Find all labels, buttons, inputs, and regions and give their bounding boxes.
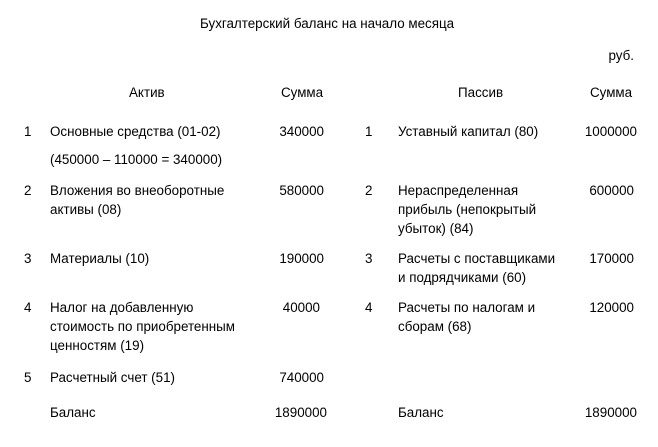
asset-num: 3 (24, 251, 32, 266)
asset-note: (450000 – 110000 = 340000) (50, 152, 223, 167)
liability-sum: 170000 (589, 251, 634, 266)
asset-name: Расчетный счет (51) (50, 370, 175, 385)
assets-total-label: Баланс (50, 405, 96, 420)
asset-num: 5 (24, 370, 32, 385)
liabilities-total-sum: 1890000 (584, 405, 637, 420)
page-title: Бухгалтерский баланс на начало месяца (200, 16, 455, 31)
header-liabilities-sum: Сумма (590, 85, 633, 100)
header-liabilities: Пассив (458, 85, 504, 100)
asset-sum: 40000 (282, 300, 320, 315)
liability-num: 1 (365, 124, 373, 139)
liability-name: Расчеты с поставщиками и подрядчиками (60) (398, 251, 556, 285)
asset-num: 2 (24, 183, 32, 198)
liability-sum: 600000 (589, 183, 634, 198)
currency-label: руб. (608, 48, 634, 63)
header-assets: Актив (129, 85, 165, 100)
liability-num: 2 (365, 183, 373, 198)
asset-num: 1 (24, 124, 32, 139)
liability-num: 4 (365, 300, 373, 315)
asset-name: Вложения во внеоборотные активы (08) (50, 183, 225, 217)
asset-sum: 580000 (279, 183, 324, 198)
asset-sum: 340000 (279, 124, 324, 139)
liability-sum: 120000 (589, 300, 634, 315)
liability-name: Уставный капитал (80) (398, 124, 539, 139)
asset-name: Материалы (10) (50, 251, 150, 266)
header-assets-sum: Сумма (281, 85, 324, 100)
liability-name: Расчеты по налогам и сборам (68) (398, 300, 536, 334)
assets-total-sum: 1890000 (274, 405, 327, 420)
asset-name: Основные средства (01-02) (50, 124, 221, 139)
liabilities-total-label: Баланс (398, 405, 444, 420)
asset-name: Налог на добавленную стоимость по приобретенным ценностям (19) (50, 300, 235, 353)
asset-sum: 740000 (279, 370, 324, 385)
liability-num: 3 (365, 251, 373, 266)
liability-sum: 1000000 (584, 124, 637, 139)
asset-num: 4 (24, 300, 32, 315)
liability-name: Нераспределенная прибыль (непокрытый убыток) (84) (398, 183, 537, 236)
asset-sum: 190000 (279, 251, 324, 266)
